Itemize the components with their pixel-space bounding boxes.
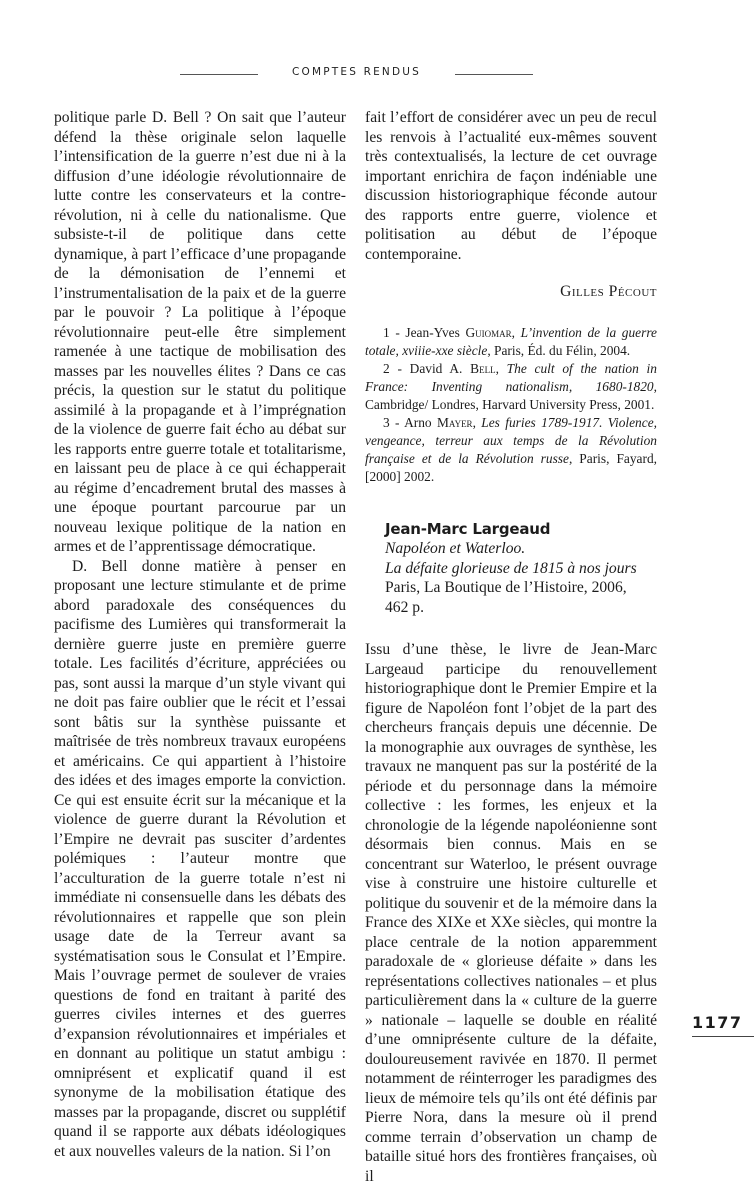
footnote-rest: , Paris, Fayard, [2000] 2002.	[365, 450, 657, 484]
review-signature: Gilles Pécout	[560, 283, 657, 300]
footnote-author: Guiomar	[465, 324, 512, 340]
footnote: 3 - Arno Mayer, Les furies 1789-1917. Violence, vengeance, terreur aux temps de la Révolution française et de la Révolution russe, Paris, Fayard, [2000] 2002.	[365, 414, 657, 484]
page-number: 1177	[692, 1013, 743, 1032]
header-rule-left	[180, 74, 258, 75]
footnote-prefix: 2 - David A.	[383, 360, 471, 376]
footnote-prefix: 3 - Arno	[383, 414, 437, 430]
footnote-title: L’invention de la guerre totale, xviiie-xxe siècle	[365, 324, 657, 358]
running-header	[0, 66, 754, 82]
footnote-title: The cult of the nation in France: Inventing nationalism, 1680-1820	[365, 360, 657, 394]
footnote-prefix: 1 - Jean-Yves	[383, 324, 466, 340]
review-author: Jean-Marc Largeaud	[385, 519, 551, 538]
review-heading	[385, 520, 657, 618]
body-paragraph: Issu d’une thèse, le livre de Jean-Marc Largeaud participe du renouvellement historiographique dont le Premier Empire et la figure de Napoléon font l’objet de la part des chercheurs français depuis une décennie. De la monographie aux ouvrages de synthèse, les travaux ne manquent pas sur la postérité de la période et du personnage dans la mémoire collective : les formes, les enjeux et la chronologie de la légende napoléonienne sont désormais bien connus. Mais en se concentrant sur Waterloo, le présent ouvrage vise à construire une histoire culturelle et politique du souvenir et de la mémoire dans la France des XIXe et XXe siècles, qui montre la place centrale de la notion apparemment paradoxale de « glorieuse défaite » dans les représentations collectives nationales – et plus particulièrement dans la « culture de la guerre » nationale – laquelle se double en réalité d’une omniprésente culture de la défaite, douloureusement ravivée en 1870. Il permet notamment de réinterroger les paradigmes des lieux de mémoire tels qu’ils ont été définis par Pierre Nora, dans la mesure où il prend comme terrain d’observation un champ de bataille situé hors des frontières françaises, où il	[365, 641, 657, 1185]
footnote-rest: , Cambridge/ Londres, Harvard University Press, 2001.	[365, 378, 657, 412]
left-column	[54, 108, 346, 1161]
right-column	[365, 108, 657, 1186]
footnote-author: Bell	[470, 360, 496, 376]
footnote-title: Les furies 1789-1917. Violence, vengeance, terreur aux temps de la Révolution française et de la Révolution russe	[365, 414, 657, 466]
review-title-line-2: La défaite glorieuse de 1815 à nos jours	[385, 559, 637, 577]
body-paragraph: politique parle D. Bell ? On sait que l’auteur défend la thèse originale selon laquelle l’intensification de la guerre n’est due ni à la diffusion d’une idéologie révolutionnaire de lutte contre les conservateurs et la contre-révolution, ni à celle du nationalisme. Que subsiste-t-il de politique dans cette dynamique, à part l’efficace d’une propagande de la démonisation de l’ennemi et l’instrumentalisation de la paix et de la guerre par le pouvoir ? La politique à l’époque révolutionnaire peut-elle être simplement ramenée à une tactique de mobilisation des masses par les nouvelles élites ? Dans ce cas précis, la question sur le statut du politique assimilé à la propagande et à l’imprégnation de la violence de guerre fait écho au débat sur les rapports entre guerre totale et totalitarisme, en laissant peu de place à ce qui échapperait au régime d’encadrement brutal des masses à une époque pourtant parcourue par un nouveau lexique politique de la nation en armes et de l’apprentissage démocratique.	[54, 109, 346, 555]
footnote: 2 - David A. Bell, The cult of the nation in France: Inventing nationalism, 1680-1820, Cambridge/ Londres, Harvard University Press, 2001.	[365, 360, 657, 412]
footnotes	[365, 324, 657, 486]
review-publisher: Paris, La Boutique de l’Histoire, 2006,	[385, 579, 627, 596]
body-paragraph: D. Bell donne matière à penser en proposant une lecture stimulante et de prime abord paradoxale des conséquences du pacifisme des Lumières qui transformerait la dernière guerre juste en première guerre totale. Les facilités d’écriture, appréciées ou pas, sont aussi la marque d’un style vivant qui ne doit pas faire oublier que le récit et l’essai sont bâtis sur la synthèse puissante et maîtrisée de très nombreux travaux européens et américains. Ce qui appartient à l’histoire des idées et des images emporte la conviction. Ce qui est ensuite écrit sur la mécanique et la violence de guerre durant la Révolution et l’Empire ne devrait pas susciter d’ardentes polémiques : l’auteur montre que l’acculturation de la guerre totale n’est ni immédiate ni consensuelle dans les débats des révolutionnaires et rappelle que son plein usage date de la Terreur avant sa systématisation sous le Consulat et l’Empire. Mais l’ouvrage permet de soulever de vraies questions de fond en traitant à parité des guerres civiles internes et des guerres d’expansion révolutionnaires et impériales et en donnant au politique un statut ambigu : omniprésent et explicatif quand il est synonyme de la mobilisation étatique des masses par la propagande, discret ou supplétif quand il se rapporte aux débats idéologiques et aux nouvelles valeurs de la nation. Si l’on	[54, 557, 346, 1160]
header-rule-right	[455, 74, 533, 75]
footnote: 1 - Jean-Yves Guiomar, L’invention de la guerre totale, xviiie-xxe siècle, Paris, Éd. du Félin, 2004.	[365, 324, 657, 358]
footnote-rest: , Paris, Éd. du Félin, 2004.	[487, 342, 631, 358]
page-number-rule	[692, 1036, 754, 1037]
review-title-line-1: Napoléon et Waterloo.	[385, 540, 526, 557]
body-paragraph: fait l’effort de considérer avec un peu de recul les renvois à l’actualité eux-mêmes souvent très contextualisés, la lecture de cet ouvrage important enrichira de façon indéniable une discussion historiographique féconde autour des rapports entre guerre, violence et politisation au début de l’époque contemporaine.	[365, 109, 657, 263]
section-title: COMPTES RENDUS	[291, 66, 422, 78]
footnote-author: Mayer	[436, 414, 473, 430]
review-pages: 462 p.	[385, 598, 424, 616]
